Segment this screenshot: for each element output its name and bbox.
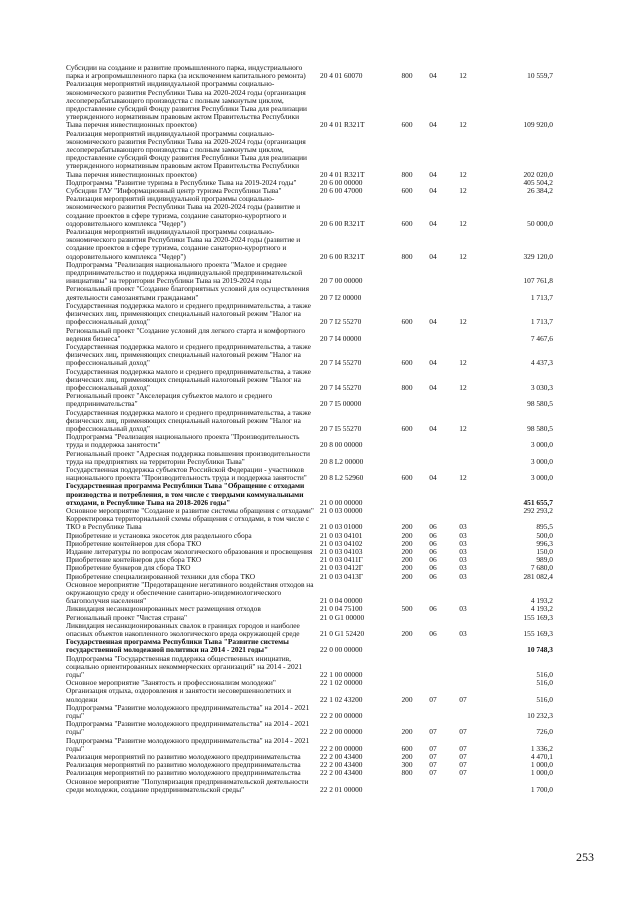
subsection-code: 03 (459, 522, 467, 532)
row-name: Государственная поддержка малого и среднего предпринимательства, а также физических лиц, применяющих специальный налоговый режим "Налог на профессиональный доход" (66, 300, 311, 327)
row-name: Региональный проект "Создание благоприятных условий для осуществления деятельности самозанятыми гражданами" (66, 284, 310, 302)
expense-type-code: 200 (401, 522, 413, 532)
amount: 98 580,5 (527, 399, 553, 409)
table-row (66, 228, 602, 261)
subsection-code: 12 (459, 382, 467, 392)
subsection-code: 07 (459, 752, 467, 762)
target-article-code: 20 7 I5 55270 (320, 423, 362, 433)
section-code: 04 (429, 358, 437, 368)
expense-type-code: 200 (401, 538, 413, 548)
row-name: Основное мероприятие "Занятость и профессионализм молодежи" (66, 678, 276, 688)
subsection-code: 12 (459, 251, 467, 261)
expense-type-code: 600 (401, 743, 413, 753)
section-code: 04 (429, 317, 437, 327)
amount: 3 000,0 (530, 473, 553, 483)
table-row (66, 433, 602, 449)
subsection-code: 03 (459, 629, 467, 639)
amount: 895,5 (536, 522, 553, 532)
amount: 3 000,0 (530, 440, 553, 450)
target-article-code: 21 0 03 00000 (320, 505, 363, 515)
section-code: 04 (429, 120, 437, 130)
subsection-code: 12 (459, 169, 467, 179)
subsection-code: 12 (459, 120, 467, 130)
page-number: 253 (576, 850, 594, 864)
row-name: Государственная программа Республики Тыва "Обращение с отходами производства и потребления, в том числе с твердыми коммунальными отходами, в Республике Тыва на 2018-2026 годы" (66, 481, 305, 507)
subsection-code: 03 (459, 604, 467, 614)
amount: 26 384,2 (527, 186, 553, 196)
budget-table (66, 64, 602, 794)
table-row (66, 622, 602, 638)
amount: 1 713,7 (530, 317, 553, 327)
target-article-code: 21 0 00 00000 (320, 497, 363, 507)
table-row (66, 737, 602, 753)
target-article-code: 20 4 01 R321T (320, 169, 365, 179)
row-name: Приобретение контейнеров для сбора ТКО (66, 538, 202, 548)
target-article-code: 20 7 I4 55270 (320, 358, 362, 368)
amount: 1 700,0 (530, 784, 553, 794)
target-article-code: 21 0 04 00000 (320, 596, 363, 606)
subsection-code: 07 (459, 694, 467, 704)
target-article-code: 20 7 I5 00000 (320, 399, 362, 409)
section-code: 04 (429, 251, 437, 261)
amount: 1 336,2 (530, 743, 553, 753)
amount: 98 580,5 (527, 423, 553, 433)
target-article-code: 20 8 L2 00000 (320, 456, 364, 466)
section-code: 06 (429, 546, 437, 556)
table-row (66, 515, 602, 531)
section-code: 04 (429, 186, 437, 196)
subsection-code: 03 (459, 571, 467, 581)
target-article-code: 21 0 03 0411Г (320, 555, 363, 565)
row-name: Издание литературы по вопросам экологического образования и просвещения (66, 546, 313, 556)
row-name: Основное мероприятие "Популяризация предпринимательской деятельности среди молодежи, создание предпринимательской среды" (66, 776, 309, 794)
table-row (66, 450, 602, 466)
expense-type-code: 200 (401, 727, 413, 737)
amount: 451 655,7 (523, 497, 553, 507)
target-article-code: 22 1 00 00000 (320, 670, 363, 680)
amount: 107 761,8 (523, 276, 553, 286)
amount: 516,0 (536, 678, 553, 688)
expense-type-code: 800 (401, 71, 413, 81)
section-code: 06 (429, 555, 437, 565)
amount: 281 082,4 (523, 571, 553, 581)
target-article-code: 20 8 L2 52960 (320, 473, 364, 483)
target-article-code: 21 0 03 04101 (320, 530, 363, 540)
target-article-code: 22 2 00 00000 (320, 727, 363, 737)
target-article-code: 21 0 G1 00000 (320, 612, 365, 622)
row-name: Ликвидация несанкционированных мест размещения отходов (66, 604, 261, 614)
amount: 7 467,6 (530, 333, 553, 343)
row-name: Корректировка территориальной схемы обращения с отходами, в том числе с ТКО в Республике Тыва (66, 514, 310, 532)
row-name: Региональный проект "Акселерация субъектов малого и среднего предпринимательства" (66, 391, 273, 409)
amount: 155 169,3 (523, 612, 553, 622)
row-name: Государственная поддержка субъектов Российской Федерации - участников национального проекта "Производительность труда и поддержка занятости" (66, 464, 307, 483)
row-name: Подпрограмма "Развитие туризма в Республике Тыва на 2019-2024 годы" (66, 177, 297, 187)
amount: 3 000,0 (530, 456, 553, 466)
target-article-code: 21 0 03 04103 (320, 546, 363, 556)
subsection-code: 12 (459, 317, 467, 327)
section-code: 07 (429, 768, 437, 778)
target-article-code: 20 7 I2 00000 (320, 292, 362, 302)
row-name: Подпрограмма "Развитие молодежного предпринимательства" на 2014 - 2021 годы" (66, 719, 310, 737)
amount: 10 748,3 (527, 645, 553, 655)
target-article-code: 20 7 I4 00000 (320, 333, 362, 343)
table-row (66, 720, 602, 736)
subsection-code: 07 (459, 727, 467, 737)
section-code: 07 (429, 727, 437, 737)
row-name: Основное мероприятие "Создание и развитие системы обращения с отходами" (66, 505, 314, 515)
expense-type-code: 200 (401, 546, 413, 556)
amount: 10 232,3 (527, 711, 553, 721)
row-name: Подпрограмма "Реализация национального проекта "Малое и среднее предпринимательство и поддержка индивидуальной предпринимательской инициативы" на территории Республики Тыва на 2019-2024 годы (66, 259, 303, 286)
subsection-code: 12 (459, 473, 467, 483)
row-name: Реализация мероприятий по развитию молодежного предпринимательства (66, 768, 301, 778)
row-name: Организация отдыха, оздоровления и занятости несовершеннолетних и молодежи (66, 686, 292, 704)
subsection-code: 03 (459, 530, 467, 540)
table-row (66, 687, 602, 703)
amount: 109 920,0 (523, 120, 553, 130)
amount: 4 193,2 (530, 596, 553, 606)
row-name: Подпрограмма "Государственная поддержка общественных инициатив, социально ориентированных некоммерческих организаций" на 2014 - 2021 годы" (66, 653, 303, 680)
table-row (66, 778, 602, 794)
amount: 50 000,0 (527, 218, 553, 228)
row-name: Реализация мероприятий индивидуальной программы социально-экономического развития Республики Тыва на 2020-2024 годы (организация лесоперерабатывающего производства с полным замкнутым циклом, предоставление субсидий Фонду развития Республики Тыва для реализации утвержденного нормативным правовым актом Правительства Республики Тыва перечня инвестиционных проектов) (66, 128, 307, 179)
expense-type-code: 200 (401, 694, 413, 704)
target-article-code: 22 0 00 00000 (320, 645, 363, 655)
target-article-code: 20 4 01 R321T (320, 120, 365, 130)
subsection-code: 07 (459, 768, 467, 778)
table-row (66, 195, 602, 228)
expense-type-code: 600 (401, 423, 413, 433)
target-article-code: 21 0 03 01000 (320, 522, 363, 532)
section-code: 06 (429, 538, 437, 548)
target-article-code: 20 8 00 00000 (320, 440, 363, 450)
section-code: 04 (429, 169, 437, 179)
table-row (66, 392, 602, 408)
amount: 3 030,3 (530, 382, 553, 392)
target-article-code: 22 2 01 00000 (320, 784, 363, 794)
subsection-code: 03 (459, 563, 467, 573)
section-code: 06 (429, 563, 437, 573)
table-row (66, 302, 602, 327)
expense-type-code: 200 (401, 563, 413, 573)
row-name: Приобретение специализированной техники для сбора ТКО (66, 571, 256, 581)
row-name: Государственная поддержка малого и среднего предпринимательства, а также физических лиц, применяющих специальный налоговый режим "Налог на профессиональный доход" (66, 366, 311, 392)
target-article-code: 22 1 02 00000 (320, 678, 363, 688)
section-code: 06 (429, 522, 437, 532)
target-article-code: 21 0 04 75100 (320, 604, 363, 614)
target-article-code: 21 0 03 0412Г (320, 563, 364, 573)
target-article-code: 21 0 03 04102 (320, 538, 363, 548)
amount: 1 000,0 (530, 768, 553, 778)
table-row (66, 704, 602, 720)
amount: 516,0 (536, 694, 553, 704)
subsection-code: 12 (459, 218, 467, 228)
row-name: Основное мероприятие "Предотвращение негативного воздействия отходов на окружающую среду и обеспечение санитарно-эпидемиологического благополучия населения" (66, 579, 314, 606)
section-code: 07 (429, 752, 437, 762)
row-name: Субсидии на создание и развитие промышленного парка, индустриального парка и агропромышленного парка (за исключением капитального ремонта) (66, 63, 306, 81)
expense-type-code: 800 (401, 382, 413, 392)
target-article-code: 22 2 00 00000 (320, 711, 363, 721)
amount: 989,0 (536, 555, 553, 565)
section-code: 04 (429, 382, 437, 392)
row-name: Субсидии ГАУ "Информационный центр туризма Республики Тыва" (66, 186, 282, 196)
row-name: Приобретение бункеров для сбора ТКО (66, 563, 191, 573)
table-row (66, 64, 602, 80)
table-row (66, 638, 602, 654)
section-code: 07 (429, 694, 437, 704)
expense-type-code: 800 (401, 169, 413, 179)
row-name: Реализация мероприятий индивидуальной программы социально-экономического развития Республики Тыва на 2020-2024 годы (развитие и создание проектов в сфере туризма, создание санаторно-курортного и оздоровительного комплекса "Чедер") (66, 227, 301, 261)
row-name: Ликвидация несанкционированных свалок в границах городов и наиболее опасных объектов накопленного экологического вреда окружающей среде (66, 620, 300, 639)
expense-type-code: 200 (401, 752, 413, 762)
row-name: Государственная программа Республики Тыва "Развитие системы государственной молодежной политики на 2014 - 2021 годы" (66, 637, 289, 655)
amount: 1 713,7 (530, 292, 553, 302)
row-name: Подпрограмма "Развитие молодежного предпринимательства" на 2014 - 2021 годы" (66, 702, 310, 721)
subsection-code: 03 (459, 538, 467, 548)
section-code: 04 (429, 423, 437, 433)
target-article-code: 20 6 00 47000 (320, 186, 363, 196)
row-name: Государственная поддержка малого и среднего предпринимательства, а также физических лиц, применяющих специальный налоговый режим "Налог на профессиональный доход" (66, 407, 311, 433)
row-name: Реализация мероприятий по развитию молодежного предпринимательства (66, 760, 301, 770)
target-article-code: 22 2 00 43400 (320, 768, 363, 778)
subsection-code: 03 (459, 555, 467, 565)
section-code: 06 (429, 571, 437, 581)
section-code: 06 (429, 604, 437, 614)
table-row (66, 368, 602, 393)
row-name: Приобретение контейнеров для сбора ТКО (66, 555, 202, 565)
target-article-code: 22 2 00 43400 (320, 752, 363, 762)
target-article-code: 20 4 01 60070 (320, 71, 363, 81)
amount: 4 470,1 (530, 752, 553, 762)
subsection-code: 12 (459, 358, 467, 368)
amount: 4 437,3 (530, 358, 553, 368)
section-code: 04 (429, 71, 437, 81)
expense-type-code: 600 (401, 473, 413, 483)
target-article-code: 20 7 I4 55270 (320, 382, 362, 392)
target-article-code: 20 6 00 R321T (320, 251, 365, 261)
section-code: 04 (429, 473, 437, 483)
amount: 10 559,7 (527, 71, 553, 81)
target-article-code: 20 7 00 00000 (320, 276, 363, 286)
row-name: Региональный проект "Адресная поддержка повышения производительности труда на предприятиях на территории Республики Тыва" (66, 448, 310, 466)
row-name: Региональный проект "Чистая страна" (66, 612, 188, 622)
target-article-code: 20 6 00 R321T (320, 218, 365, 228)
amount: 7 680,0 (530, 563, 553, 573)
subsection-code: 12 (459, 186, 467, 196)
target-article-code: 20 7 I2 55270 (320, 317, 362, 327)
expense-type-code: 600 (401, 317, 413, 327)
amount: 516,0 (536, 670, 553, 680)
table-row (66, 581, 602, 606)
target-article-code: 22 1 02 43200 (320, 694, 363, 704)
amount: 4 193,2 (530, 604, 553, 614)
expense-type-code: 600 (401, 358, 413, 368)
table-row (66, 327, 602, 343)
section-code: 07 (429, 760, 437, 770)
row-name: Подпрограмма "Развитие молодежного предпринимательства" на 2014 - 2021 годы" (66, 735, 310, 753)
amount: 202 020,0 (523, 169, 553, 179)
target-article-code: 21 0 G1 52420 (320, 629, 365, 639)
row-name: Реализация мероприятий индивидуальной программы социально-экономического развития Республики Тыва на 2020-2024 годы (развитие и создание проектов в сфере туризма, создание санаторно-курортного и оздоровительного комплекса "Чедер") (66, 194, 301, 228)
table-row (66, 285, 602, 301)
row-name: Приобретение и установка экосеток для раздельного сбора (66, 530, 252, 540)
section-code: 06 (429, 530, 437, 540)
table-row (66, 466, 602, 482)
row-name: Реализация мероприятий индивидуальной программы социально-экономического развития Республики Тыва на 2020-2024 годы (организация лесоперерабатывающего производства с полным замкнутым циклом, предоставление субсидий Фонду развития Республики Тыва для реализации утвержденного нормативным правовым актом Правительства Республики Тыва перечня инвестиционных проектов) (66, 79, 307, 130)
table-row (66, 343, 602, 368)
section-code: 04 (429, 218, 437, 228)
target-article-code: 21 0 03 0413Г (320, 571, 364, 581)
row-name: Подпрограмма "Реализация национального проекта "Производительность труда и поддержка занятости" (66, 432, 300, 450)
target-article-code: 22 2 00 00000 (320, 743, 363, 753)
expense-type-code: 200 (401, 571, 413, 581)
table-row (66, 482, 602, 507)
expense-type-code: 200 (401, 530, 413, 540)
subsection-code: 07 (459, 760, 467, 770)
row-name: Региональный проект "Создание условий для легкого старта и комфортного ведения бизнеса" (66, 325, 306, 343)
expense-type-code: 800 (401, 251, 413, 261)
row-name: Реализация мероприятий по развитию молодежного предпринимательства (66, 752, 301, 762)
amount: 292 293,2 (523, 505, 553, 515)
subsection-code: 12 (459, 71, 467, 81)
amount: 150,0 (536, 546, 553, 556)
amount: 405 504,2 (523, 177, 553, 187)
amount: 500,0 (536, 530, 553, 540)
expense-type-code: 200 (401, 629, 413, 639)
subsection-code: 12 (459, 423, 467, 433)
table-row (66, 130, 602, 179)
amount: 155 169,3 (523, 629, 553, 639)
expense-type-code: 600 (401, 218, 413, 228)
subsection-code: 03 (459, 546, 467, 556)
expense-type-code: 600 (401, 186, 413, 196)
expense-type-code: 200 (401, 555, 413, 565)
target-article-code: 20 6 00 00000 (320, 177, 363, 187)
amount: 329 120,0 (523, 251, 553, 261)
table-row (66, 655, 602, 680)
target-article-code: 22 2 00 43400 (320, 760, 363, 770)
amount: 1 000,0 (530, 760, 553, 770)
row-name: Государственная поддержка малого и среднего предпринимательства, а также физических лиц, применяющих специальный налоговый режим "Налог на профессиональный доход" (66, 341, 311, 368)
expense-type-code: 500 (401, 604, 413, 614)
expense-type-code: 300 (401, 760, 413, 770)
table-row (66, 261, 602, 286)
section-code: 06 (429, 629, 437, 639)
table-row (66, 80, 602, 129)
expense-type-code: 800 (401, 768, 413, 778)
expense-type-code: 600 (401, 120, 413, 130)
subsection-code: 07 (459, 743, 467, 753)
section-code: 07 (429, 743, 437, 753)
amount: 996,3 (536, 538, 553, 548)
table-row (66, 409, 602, 434)
amount: 726,0 (536, 727, 553, 737)
